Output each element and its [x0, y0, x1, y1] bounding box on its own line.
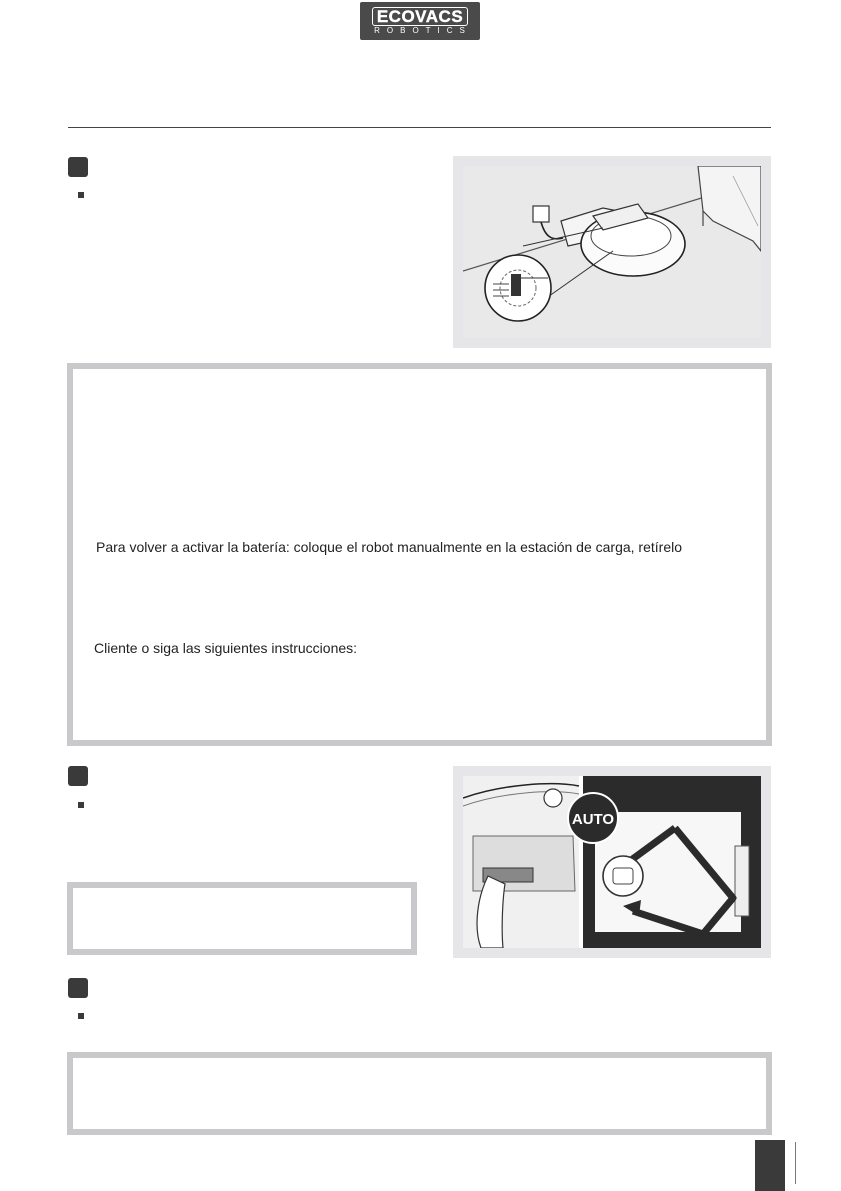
page-edge-line: [795, 1142, 796, 1184]
step-2-marker: [68, 766, 88, 786]
auto-mode-illustration: [463, 776, 761, 948]
warning-line-1: Para volver a activar la batería: coloque el robot manualmente en la estación de carga, retírelo: [96, 539, 682, 555]
docking-illustration: [463, 166, 761, 338]
step-3-marker: [68, 978, 88, 998]
ecovacs-logo: [360, 2, 480, 40]
step-3-note-box: [67, 1052, 772, 1135]
step-3-bullet: [78, 1013, 84, 1019]
outlet-icon: [533, 206, 549, 222]
step-2-note-box: [67, 882, 417, 955]
illustration-auto-mode: [453, 766, 771, 958]
warning-line-2: Cliente o siga las siguientes instrucciones:: [94, 640, 358, 656]
logo-text: ECOVACS: [372, 7, 468, 26]
header-divider: [68, 127, 771, 128]
auto-badge-label: AUTO: [571, 811, 615, 828]
battery-warning-box: [67, 363, 772, 746]
logo-subtext: ROBOTICS: [374, 26, 472, 35]
step-2-bullet: [78, 802, 84, 808]
illustration-robot-docking: [453, 156, 771, 348]
step-1-marker: [68, 157, 88, 177]
page-number-tab: [755, 1140, 785, 1191]
step-1-bullet: [78, 192, 84, 198]
